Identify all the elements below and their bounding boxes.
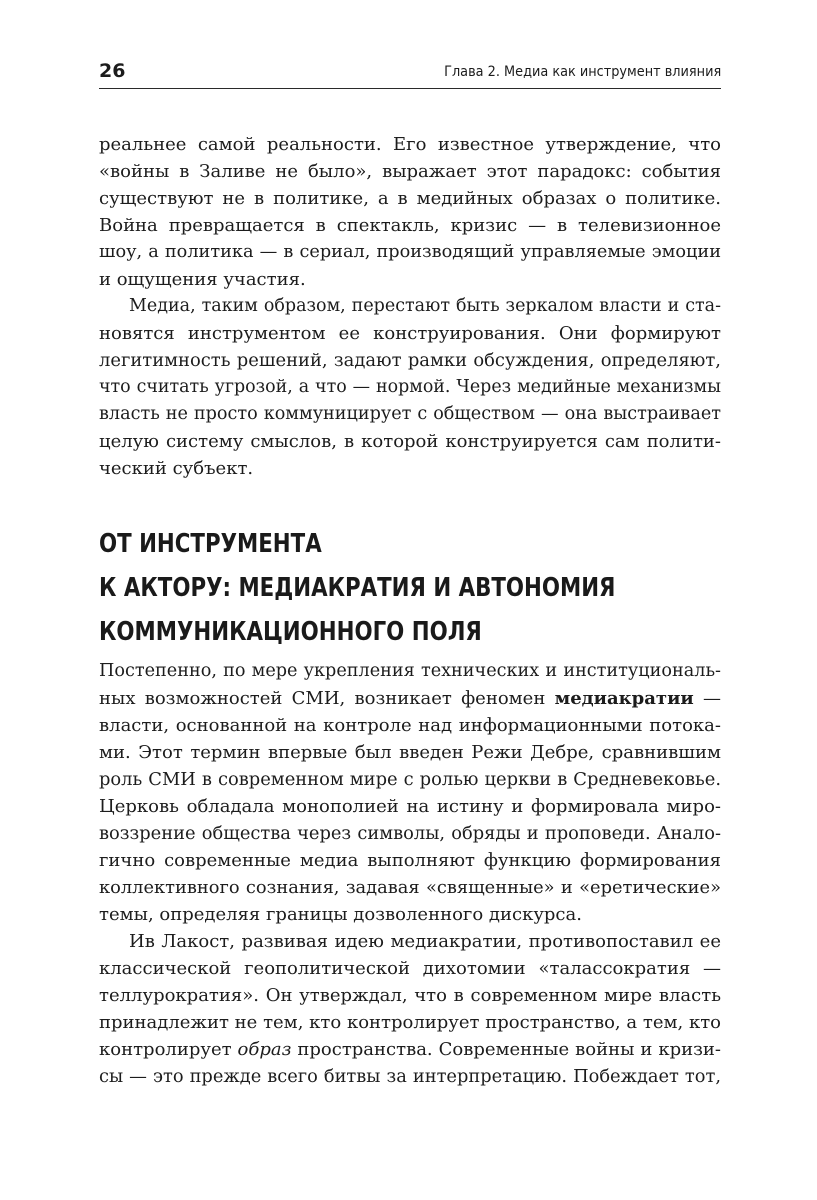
heading-line: КОММУНИКАЦИОННОГО ПОЛЯ (99, 617, 482, 647)
running-header (99, 58, 721, 89)
text-line: ческий субъект. (99, 458, 254, 479)
text-line: целую систему смыслов, в которой конструируется сам полити- (99, 431, 721, 452)
text-line: власти, основанной на контроле над информационными потока- (99, 715, 721, 736)
text-line: Ив Лакост, развивая идею медиакратии, противопоставил ее (129, 931, 721, 952)
text-line: темы, определяя границы дозволенного дискурса. (99, 904, 582, 925)
emphasized-word: образ (237, 1039, 292, 1060)
text-line: теллурократия». Он утверждал, что в современном мире власть (99, 985, 721, 1006)
text-fragment: ных возможностей СМИ, возникает феномен (99, 688, 555, 709)
text-line: коллективного сознания, задавая «священные» и «еретические» (99, 877, 721, 898)
text-line: классической геополитической дихотомии «талассократия — (99, 958, 721, 979)
text-line: Постепенно, по мере укрепления технических и институциональ- (99, 661, 721, 681)
paragraph-mediacracy (99, 658, 721, 928)
key-term: медиакратии (554, 688, 694, 709)
text-line: принадлежит не тем, кто контролирует пространство, а тем, кто (99, 1012, 721, 1033)
text-line: существуют не в политике, а в медийных образах о политике. (99, 188, 721, 209)
heading-line: ОТ ИНСТРУМЕНТА (99, 529, 322, 559)
chapter-title: Глава 2. Медиа как инструмент влияния (443, 64, 721, 80)
paragraph-continued (99, 131, 721, 293)
text-line (99, 1036, 721, 1063)
text-line: новятся инструментом ее конструирования. Они формируют (99, 323, 721, 344)
text-line: реальнее самой реальности. Его известное утверждение, что (99, 134, 721, 155)
text-line: легитимность решений, задают рамки обсуждения, определяют, (99, 350, 721, 371)
page-number: 26 (99, 60, 126, 82)
text-fragment: пространства. Современные войны и кризи- (291, 1039, 721, 1060)
text-line: «войны в Заливе не было», выражает этот парадокс: события (99, 161, 721, 182)
text-line: и ощущения участия. (99, 269, 306, 290)
paragraph-media-role (99, 293, 721, 482)
text-fragment: контролирует (99, 1039, 238, 1060)
text-line (99, 685, 721, 712)
text-line: Война превращается в спектакль, кризис — в телевизионное (99, 215, 721, 236)
text-line: ми. Этот термин впервые был введен Режи Дебре, сравнившим (99, 742, 721, 763)
text-line: сы — это прежде всего битвы за интерпретацию. Побеждает тот, (99, 1066, 721, 1087)
text-line: власть не просто коммуницирует с обществом — она выстраивает (99, 404, 721, 424)
heading-line: К АКТОРУ: МЕДИАКРАТИЯ И АВТОНОМИЯ (99, 573, 616, 603)
section-heading (99, 522, 721, 654)
text-fragment: — (693, 688, 721, 709)
text-line: воззрение общества через символы, обряды и проповеди. Анало- (99, 823, 721, 844)
text-line: роль СМИ в современном мире с ролью церкви в Средневековье. (99, 769, 721, 790)
text-line: что считать угрозой, а что — нормой. Через медийные механизмы (99, 377, 721, 397)
text-line: шоу, а политика — в сериал, производящий управляемые эмоции (99, 242, 721, 262)
text-line: Медиа, таким образом, перестают быть зеркалом власти и ста- (129, 296, 721, 316)
paragraph-lacoste (99, 928, 721, 1090)
text-line: Церковь обладала монополией на истину и формировала миро- (99, 796, 721, 817)
text-line: гично современные медиа выполняют функцию формирования (99, 850, 721, 871)
